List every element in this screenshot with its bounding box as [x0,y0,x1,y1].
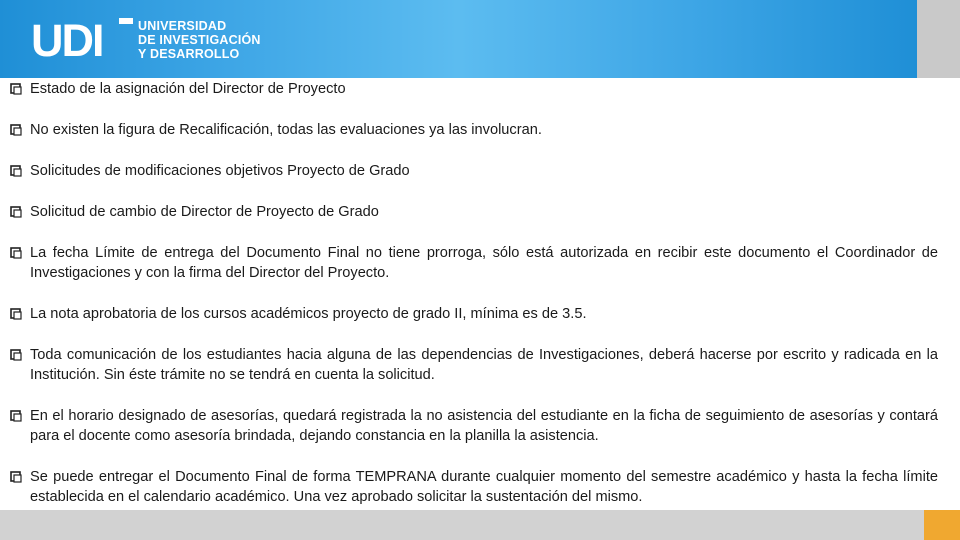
list-item [10,79,938,99]
list-item [10,120,938,140]
item-text: En el horario designado de asesorías, quedará registrada la no asistencia del estudiante en la ficha de seguimiento de asesorías y contará para el docente como asesoría brindada, dejando constancia en la planilla la asistencia. [30,408,938,444]
list-item [10,467,938,507]
item-text: No existen la figura de Recalificación, todas las evaluaciones ya las involucran. [30,122,542,138]
list-item [10,406,938,446]
checkbox-bullet-icon [10,410,22,422]
footer-accent [924,510,960,540]
item-text: Solicitud de cambio de Director de Proyecto de Grado [30,204,379,220]
logo-line-3: Y DESARROLLO [138,47,240,61]
bullet-list [10,79,938,507]
item-text: Solicitudes de modificaciones objetivos Proyecto de Grado [30,163,410,179]
list-item [10,202,938,222]
logo-line-1: UNIVERSIDAD [138,19,227,33]
checkbox-bullet-icon [10,165,22,177]
list-item [10,345,938,385]
checkbox-bullet-icon [10,206,22,218]
item-text: Se puede entregar el Documento Final de forma TEMPRANA durante cualquier momento del semestre académico y hasta la fecha límite establecida en el calendario académico. Una vez aprobado solicitar la sustentación del mismo. [30,469,938,505]
logo-bar-shape [119,18,133,24]
udi-logo-mark: UDI [31,15,103,66]
header-side-block [917,0,960,78]
item-text: La fecha Límite de entrega del Documento Final no tiene prorroga, sólo está autorizada en recibir este documento el Coordinador de Investigaciones y con la firma del Director del Proyecto. [30,245,938,281]
footer-bar [0,510,924,540]
checkbox-bullet-icon [10,308,22,320]
logo-line-2: DE INVESTIGACIÓN [138,33,261,47]
checkbox-bullet-icon [10,124,22,136]
checkbox-bullet-icon [10,349,22,361]
list-item [10,161,938,181]
header-banner [0,0,917,78]
item-text: Estado de la asignación del Director de Proyecto [30,81,346,97]
university-name [138,19,261,61]
list-item [10,304,938,324]
checkbox-bullet-icon [10,247,22,259]
item-text: La nota aprobatoria de los cursos académicos proyecto de grado II, mínima es de 3.5. [30,306,587,322]
checkbox-bullet-icon [10,83,22,95]
list-item [10,243,938,283]
item-text: Toda comunicación de los estudiantes hacia alguna de las dependencias de Investigaciones, deberá hacerse por escrito y radicada en la Institución. Sin éste trámite no se tendrá en cuenta la solicitud. [30,347,938,383]
checkbox-bullet-icon [10,471,22,483]
